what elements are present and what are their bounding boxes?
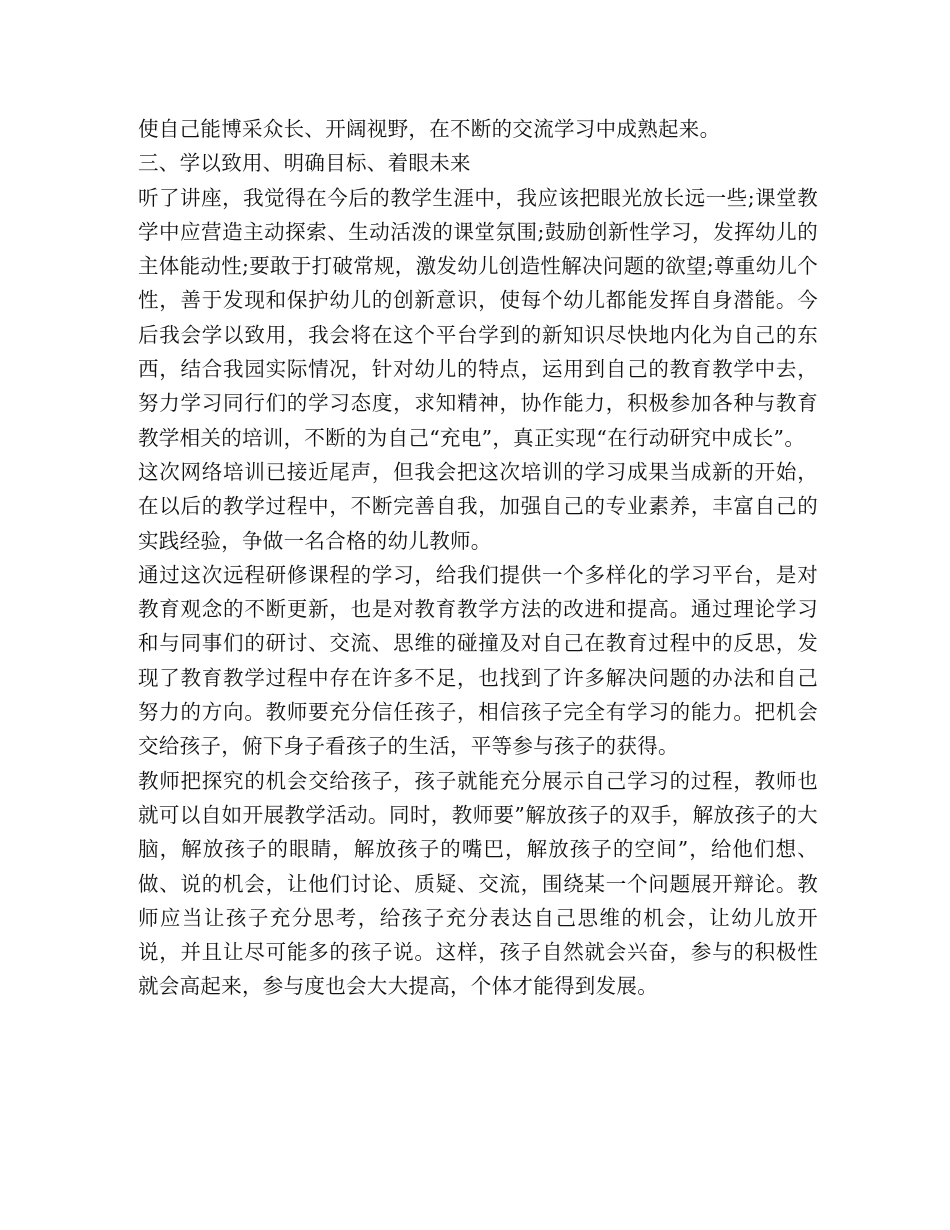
paragraph: 通过这次远程研修课程的学习，给我们提供一个多样化的学习平台，是对教育观念的不断更新，也是对教育教学方法的改进和提高。通过理论学习和与同事们的研讨、交流、思维的碰撞及对自己在教育过程中的反思，发现了教育教学过程中存在许多不足，也找到了许多解决问题的办法和自己努力的方向。教师要充分信任孩子，相信孩子完全有学习的能力。把机会交给孩子，俯下身子看孩子的生活，平等参与孩子的获得。 [138, 562, 818, 759]
paragraph: 听了讲座，我觉得在今后的教学生涯中，我应该把眼光放长远一些;课堂教学中应营造主动探索、生动活泼的课堂氛围;鼓励创新性学习，发挥幼儿的主体能动性;要敢于打破常规，激发幼儿创造性解决问题的欲望;尊重幼儿个性，善于发现和保护幼儿的创新意识，使每个幼儿都能发挥自身潜能。今后我会学以致用，我会将在这个平台学到的新知识尽快地内化为自己的东西，结合我园实际情况，针对幼儿的特点，运用到自己的教育教学中去，努力学习同行们的学习态度，求知精神，协作能力，积极参加各种与教育教学相关的培训，不断的为自己“充电”，真正实现“在行动研究中成长”。 [138, 185, 819, 450]
paragraph: 教师把探究的机会交给孩子，孩子就能充分展示自己学习的过程，教师也就可以自如开展教学活动。同时，教师要”解放孩子的双手，解放孩子的大脑，解放孩子的眼睛，解放孩子的嘴巴，解放孩子的空间”，给他们想、做、说的机会，让他们讨论、质疑、交流，围绕某一个问题展开辩论。教师应当让孩子充分思考，给孩子充分表达自己思维的机会，让幼儿放开说，并且让尽可能多的孩子说。这样，孩子自然就会兴奋，参与的积极性就会高起来，参与度也会大大提高，个体才能得到发展。 [138, 768, 818, 999]
paragraph: 这次网络培训已接近尾声，但我会把这次培训的学习成果当成新的开始，在以后的教学过程中，不断完善自我，加强自己的专业素养，丰富自己的实践经验，争做一名合格的幼儿教师。 [138, 459, 818, 553]
paragraph-continuation: 使自己能博采众长、开阔视野，在不断的交流学习中成熟起来。 [138, 117, 721, 141]
section-heading: 三、学以致用、明确目标、着眼未来 [138, 151, 471, 176]
document-body [138, 112, 818, 1004]
